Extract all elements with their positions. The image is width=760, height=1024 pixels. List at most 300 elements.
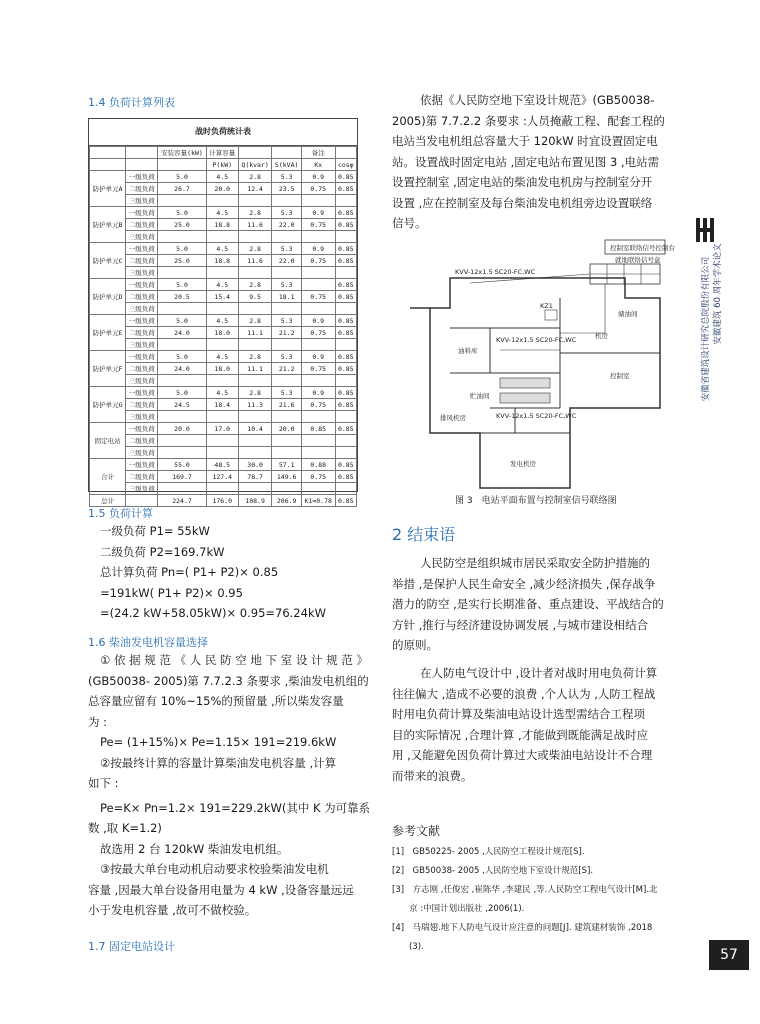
table-cell: 12.4 [238, 183, 272, 195]
table-cell [272, 435, 302, 447]
table-row [90, 459, 357, 471]
table-cell [301, 303, 335, 315]
table-cell: 26.7 [158, 183, 206, 195]
table-cell [272, 411, 302, 423]
table-cell: 21.6 [272, 399, 302, 411]
table-cell: 57.1 [272, 459, 302, 471]
table-cell: 固定电站 [90, 423, 126, 459]
table-cell: 2.8 [238, 171, 272, 183]
text-line: ① 依 据 规 范 《 人 民 防 空 地 下 室 设 计 规 范 》 [100, 653, 368, 667]
table-cell: 二级负荷 [126, 327, 158, 339]
table-cell: 5.0 [158, 387, 206, 399]
table-cell: 0.9 [301, 351, 335, 363]
table-cell: 4.5 [206, 243, 238, 255]
table-cell [238, 231, 272, 243]
table-cell: 0.85 [335, 279, 356, 291]
s16-paragraph [88, 650, 373, 921]
table-cell [335, 147, 356, 159]
table-cell [158, 231, 206, 243]
table-cell [272, 483, 302, 495]
table-cell: 9.5 [238, 291, 272, 303]
table-cell: 0.85 [335, 399, 356, 411]
section-1-7-heading: 1.7 固定电站设计 [88, 940, 175, 953]
side-banner-text-2: 安徽建筑 60 周年学术论文 [713, 243, 723, 345]
text-line: 目的实际情况 ,合理计算 ,才能做到既能满足战时应 [392, 727, 649, 742]
table-cell: 三级负荷 [126, 339, 158, 351]
table-cell: 0.85 [335, 183, 356, 195]
label-room-f: 排风机房 [440, 414, 466, 422]
table-cell: 0.75 [301, 255, 335, 267]
table-row [90, 159, 357, 171]
table-cell: 三级负荷 [126, 483, 158, 495]
table-cell: 0.85 [301, 423, 335, 435]
text-line: 站。设置战时固定电站 ,固定电站布置见图 3 ,电站需 [392, 154, 660, 169]
formula-pe1: Pe= (1+15%)× Pe=1.15× 191=219.6kW [100, 735, 337, 749]
table-cell: 二级负荷 [126, 255, 158, 267]
table-cell: 4.5 [206, 315, 238, 327]
table-row [90, 435, 357, 447]
table-cell: 0.85 [335, 243, 356, 255]
label-room-c: 控制室 [610, 372, 630, 380]
table-row [90, 399, 357, 411]
calc-block [100, 521, 360, 624]
figure-caption: 图 3 电站平面布置与控制室信号联络图 [455, 496, 617, 506]
table-cell [272, 447, 302, 459]
table-cell [238, 147, 272, 159]
table-cell [206, 375, 238, 387]
table-cell [238, 435, 272, 447]
table-cell: 二级负荷 [126, 219, 158, 231]
table-cell: 一级负荷 [126, 171, 158, 183]
table-cell: 三级负荷 [126, 447, 158, 459]
table-cell: 防护单元D [90, 279, 126, 315]
label-room-b: 贮油间 [470, 392, 490, 400]
label-connect: 就地联络信号盒 [615, 256, 661, 264]
table-cell [90, 147, 126, 159]
text-line: 往往偏大 ,造成不必要的浪费 ,个人认为 ,人防工程战 [392, 686, 656, 701]
table-cell [335, 231, 356, 243]
text-line: (GB50038- 2005)第 7.7.2.3 条要求 ,柴油发电机组的 [88, 673, 369, 688]
table-cell [301, 447, 335, 459]
label-cable2: KVV-12x1.5 SC20-FC,WC [496, 336, 577, 344]
table-cell: 防护单元G [90, 387, 126, 423]
table-cell [158, 339, 206, 351]
table-cell: 0.85 [335, 495, 356, 507]
table-cell [272, 231, 302, 243]
references-list [392, 843, 697, 957]
table-cell: 5.3 [272, 387, 302, 399]
table-cell: 0.9 [301, 243, 335, 255]
table-cell: 0.85 [335, 255, 356, 267]
text-line: 2005)第 7.7.2.2 条要求 :人员掩蔽工程、配套工程的 [392, 113, 665, 128]
table-cell: 108.9 [238, 495, 272, 507]
references-heading: 参考文献 [392, 824, 441, 838]
table-cell: 11.6 [238, 255, 272, 267]
table-cell: 21.2 [272, 363, 302, 375]
table-cell: 5.3 [272, 243, 302, 255]
table-cell: 2.8 [238, 387, 272, 399]
table-cell: 4.5 [206, 351, 238, 363]
table-cell: 一级负荷 [126, 243, 158, 255]
power-station-floor-plan [410, 238, 686, 490]
table-cell [158, 447, 206, 459]
calc-line: =191kW( P1+ P2)× 0.95 [100, 585, 243, 600]
table-cell: 二级负荷 [126, 183, 158, 195]
kz1-box [545, 310, 557, 320]
text-line: 人民防空是组织城市居民采取安全防护措施的 [420, 556, 650, 570]
table-cell: 24.5 [158, 399, 206, 411]
table-cell: 二级负荷 [126, 471, 158, 483]
table-cell: 206.9 [272, 495, 302, 507]
side-banner-text-1: 安徽省建筑设计研究总院股份有限公司 [701, 256, 711, 402]
table-cell: 5.0 [158, 171, 206, 183]
section-1-6-heading: 1.6 柴油发电机容量选择 [88, 636, 208, 649]
table-cell: 一级负荷 [126, 459, 158, 471]
table-row [90, 351, 357, 363]
table-cell [158, 195, 206, 207]
table-cell: 176.0 [206, 495, 238, 507]
table-cell [158, 411, 206, 423]
table-cell: 三级负荷 [126, 303, 158, 315]
table-cell: 0.85 [335, 219, 356, 231]
table-cell [206, 435, 238, 447]
table-cell [206, 267, 238, 279]
table-cell [301, 267, 335, 279]
table-cell: 防护单元F [90, 351, 126, 387]
table-cell: 2.8 [238, 279, 272, 291]
table-row [90, 171, 357, 183]
table-cell: 0.75 [301, 471, 335, 483]
table-cell: 0.85 [335, 171, 356, 183]
table-row [90, 291, 357, 303]
generator-unit-1 [500, 378, 550, 388]
table-cell: 0.75 [301, 399, 335, 411]
right-intro-paragraph [392, 90, 692, 234]
section-1-5-heading: 1.5 负荷计算 [88, 507, 153, 520]
table-cell [158, 435, 206, 447]
journal-side-banner [694, 218, 723, 408]
table-cell: 5.0 [158, 243, 206, 255]
table-cell [158, 267, 206, 279]
table-row [90, 375, 357, 387]
table-cell: 5.0 [158, 279, 206, 291]
table-cell: 5.3 [272, 207, 302, 219]
text-line: ③按最大单台电动机启动要求校验柴油发电机 [100, 862, 329, 876]
table-cell: 0.75 [301, 291, 335, 303]
table-cell: 一级负荷 [126, 387, 158, 399]
table-cell [238, 195, 272, 207]
table-cell [238, 483, 272, 495]
calc-line: 二级负荷 P2=169.7kW [100, 544, 225, 559]
table-cell [301, 339, 335, 351]
table-cell: 0.85 [335, 459, 356, 471]
table-cell: 0.9 [301, 171, 335, 183]
table-cell: 5.3 [272, 315, 302, 327]
table-cell: 安装容量(kW) [158, 147, 206, 159]
table-cell [238, 303, 272, 315]
table-cell [301, 279, 335, 291]
table-cell: 0.85 [335, 315, 356, 327]
label-console: 控制室联络信号控制台 [610, 244, 675, 252]
table-cell: 18.0 [206, 363, 238, 375]
table-cell: 18.8 [206, 255, 238, 267]
text-line: 故选用 2 台 120kW 柴油发电机组。 [100, 841, 289, 856]
text-line: 为 : [88, 714, 108, 729]
table-cell: 二级负荷 [126, 291, 158, 303]
table-cell [272, 147, 302, 159]
table-cell: 三级负荷 [126, 231, 158, 243]
text-line: 用 ,又能避免因负荷计算过大或柴油电站设计不合理 [392, 748, 653, 762]
table-cell: 备注 [301, 147, 335, 159]
table-row [90, 279, 357, 291]
table-cell: 2.8 [238, 243, 272, 255]
table-cell: 0.9 [301, 207, 335, 219]
table-cell [158, 483, 206, 495]
calc-line: =(24.2 kW+58.05kW)× 0.95=76.24kW [100, 606, 326, 620]
table-cell: 防护单元E [90, 315, 126, 351]
table-cell: 5.0 [158, 351, 206, 363]
table-cell: Q(kvar) [238, 159, 272, 171]
table-row [90, 423, 357, 435]
table-cell: 30.0 [238, 459, 272, 471]
table-cell: 二级负荷 [126, 399, 158, 411]
table-cell: 4.5 [206, 279, 238, 291]
table-row [90, 483, 357, 495]
table-cell: 三级负荷 [126, 411, 158, 423]
table-cell [335, 447, 356, 459]
table-cell [335, 483, 356, 495]
label-room-a: 油料库 [458, 347, 478, 355]
table-row [90, 267, 357, 279]
table-cell [335, 195, 356, 207]
table-cell: 0.85 [335, 387, 356, 399]
table-cell: 一级负荷 [126, 279, 158, 291]
label-room-e: 机房 [595, 332, 608, 340]
table-cell: 2.8 [238, 315, 272, 327]
reference-item: [4] 马瑞翅.地下人防电气设计应注意的问题[J]. 建筑建材装饰 ,2018 [392, 923, 653, 933]
table-cell [301, 195, 335, 207]
load-statistics-table [88, 118, 358, 505]
table-cell [206, 447, 238, 459]
table-cell: 4.5 [206, 171, 238, 183]
table-cell [206, 339, 238, 351]
table-row [90, 195, 357, 207]
table-cell [238, 339, 272, 351]
table-cell: 18.1 [272, 291, 302, 303]
table-cell: 169.7 [158, 471, 206, 483]
table-title: 战时负荷统计表 [89, 119, 357, 146]
table-cell: 0.85 [335, 363, 356, 375]
table-cell: 0.9 [301, 315, 335, 327]
text-line: 举措 ,是保护人民生命安全 ,减少经济损失 ,保存战争 [392, 576, 656, 591]
table-cell [335, 375, 356, 387]
calc-line: 总计算负荷 Pn=( P1+ P2)× 0.85 [100, 565, 279, 579]
table-cell: 0.9 [301, 387, 335, 399]
label-cable3: KVV-12x1.5 SC20-FC,WC [496, 412, 577, 420]
table-cell [158, 375, 206, 387]
table-cell: S(kVA) [272, 159, 302, 171]
text-line: 容量 ,因最大单台设备用电量为 4 kW ,设备容量远远 [88, 882, 354, 897]
table-cell [206, 411, 238, 423]
table-cell: 一级负荷 [126, 315, 158, 327]
table-cell [335, 303, 356, 315]
table-cell [301, 411, 335, 423]
table-cell [126, 159, 158, 171]
table-cell [272, 339, 302, 351]
table-row [90, 147, 357, 159]
table-cell: 224.7 [158, 495, 206, 507]
reference-item: 京 :中国计划出版社 ,2006(1). [392, 904, 525, 914]
table-cell: 5.3 [272, 351, 302, 363]
text-line: 而带来的浪费。 [392, 768, 473, 783]
table-cell: 0.85 [335, 327, 356, 339]
calc-line: 一级负荷 P1= 55kW [100, 524, 210, 538]
text-line: 方针 ,推行与经济建设协调发展 ,与城市建设相结合 [392, 617, 649, 632]
table-cell: 0.75 [301, 363, 335, 375]
table-cell: 18.8 [206, 219, 238, 231]
table-cell: 17.0 [206, 423, 238, 435]
table-cell: 三级负荷 [126, 195, 158, 207]
section-1-4-heading: 1.4 负荷计算列表 [88, 96, 175, 109]
label-room-d: 储油间 [618, 310, 638, 318]
table-row [90, 255, 357, 267]
table-row [90, 183, 357, 195]
table-cell: 18.0 [206, 327, 238, 339]
text-line: 总容量应留有 10%~15%的预留量 ,所以柴发容量 [88, 694, 344, 708]
table-cell: 5.3 [272, 171, 302, 183]
table-row [90, 303, 357, 315]
table-cell [335, 435, 356, 447]
table-cell: 防护单元B [90, 207, 126, 243]
table-cell: 5.0 [158, 207, 206, 219]
table-row [90, 231, 357, 243]
table-cell: 0.85 [335, 291, 356, 303]
table-cell: 22.0 [272, 255, 302, 267]
table-cell: 149.6 [272, 471, 302, 483]
table-cell: 2.8 [238, 207, 272, 219]
text-line: 小于发电机容量 ,故可不做校验。 [88, 903, 257, 917]
table-cell: P(kW) [206, 159, 238, 171]
reference-item: (3). [392, 942, 424, 952]
text-line: 的原则。 [392, 638, 438, 652]
table-cell [126, 147, 158, 159]
table-cell [158, 159, 206, 171]
table-cell [272, 375, 302, 387]
table-cell [238, 375, 272, 387]
table-cell: 23.5 [272, 183, 302, 195]
table-cell [238, 447, 272, 459]
table-cell: 10.4 [238, 423, 272, 435]
table-cell: 20.0 [206, 183, 238, 195]
label-kz1: KZ1 [540, 302, 553, 310]
table-cell: 4.5 [206, 207, 238, 219]
table-cell: 计算容量 [206, 147, 238, 159]
table-cell: 18.4 [206, 399, 238, 411]
text-line: 设置控制室 ,固定电站的柴油发电机房与控制室分开 [392, 175, 653, 189]
table-cell: 5.3 [272, 279, 302, 291]
table-cell [301, 231, 335, 243]
table-cell: 127.4 [206, 471, 238, 483]
table-cell: 三级负荷 [126, 267, 158, 279]
table-cell: 25.0 [158, 255, 206, 267]
table-row [90, 207, 357, 219]
table-row [90, 219, 357, 231]
table-cell [335, 339, 356, 351]
table-cell: cosφ [335, 159, 356, 171]
table-cell: 24.0 [158, 363, 206, 375]
table-row [90, 411, 357, 423]
label-cable1: KVV-12x1.5 SC20-FC,WC [455, 268, 536, 276]
table-row [90, 315, 357, 327]
table-cell [335, 267, 356, 279]
text-line: 电站当发电机组总容量大于 120kW 时宜设置固定电 [392, 134, 658, 148]
table-cell [206, 303, 238, 315]
table-cell: 0.85 [335, 207, 356, 219]
table-cell: 2.8 [238, 351, 272, 363]
table-cell: 0.85 [335, 351, 356, 363]
table-cell: Kx [301, 159, 335, 171]
table-row [90, 471, 357, 483]
table-cell: 25.0 [158, 219, 206, 231]
table-row [90, 447, 357, 459]
table-cell [206, 483, 238, 495]
table-cell: 20.0 [272, 423, 302, 435]
text-line: 如下 : [88, 776, 119, 790]
conclusion-heading: 2 结束语 [392, 525, 456, 544]
text-line: 潜力的防空 ,是实行长期准备、重点建设、平战结合的 [392, 597, 664, 611]
table-cell [238, 267, 272, 279]
table-cell: 防护单元A [90, 171, 126, 207]
table-cell: 21.2 [272, 327, 302, 339]
table-row [90, 363, 357, 375]
table-cell [272, 195, 302, 207]
table-cell: 三级负荷 [126, 375, 158, 387]
table-row [90, 387, 357, 399]
reference-item: [2] GB50038- 2005 ,人民防空地下室设计规范[S]. [392, 866, 594, 876]
table-cell: 合计 [90, 459, 126, 495]
formula-pe2b: 数 ,取 K=1.2) [88, 821, 162, 835]
table-cell: 15.4 [206, 291, 238, 303]
table-cell: 48.5 [206, 459, 238, 471]
table-cell [301, 435, 335, 447]
reference-item: [1] GB50225- 2005 ,人民防空工程设计规范[S]. [392, 847, 585, 857]
table-cell [272, 303, 302, 315]
table-cell: 5.0 [158, 315, 206, 327]
table-cell: 11.6 [238, 219, 272, 231]
formula-pe2: Pe=K× Pn=1.2× 191=229.2kW(其中 K 为可靠系 [100, 800, 371, 815]
table-cell: 一级负荷 [126, 423, 158, 435]
text-line: 在人防电气设计中 ,设计者对战时用电负荷计算 [420, 666, 658, 680]
table-cell [238, 411, 272, 423]
table-cell: 0.85 [335, 423, 356, 435]
text-line: 依据《人民防空地下室设计规范》(GB50038- [420, 93, 655, 107]
table-row [90, 339, 357, 351]
conclusion-paragraph-2 [392, 663, 692, 786]
table-cell: 总计 [90, 495, 126, 507]
conclusion-paragraph-1 [392, 553, 692, 656]
generator-unit-2 [500, 393, 550, 403]
table-cell: 二级负荷 [126, 435, 158, 447]
table-cell: 防护单元C [90, 243, 126, 279]
table-cell: 0.88 [301, 459, 335, 471]
table-cell [90, 159, 126, 171]
table-cell: 20.5 [158, 291, 206, 303]
table-cell: 一级负荷 [126, 351, 158, 363]
table-cell [301, 483, 335, 495]
table-cell: 11.1 [238, 327, 272, 339]
table-cell: 78.7 [238, 471, 272, 483]
text-line: 信号。 [392, 216, 427, 230]
